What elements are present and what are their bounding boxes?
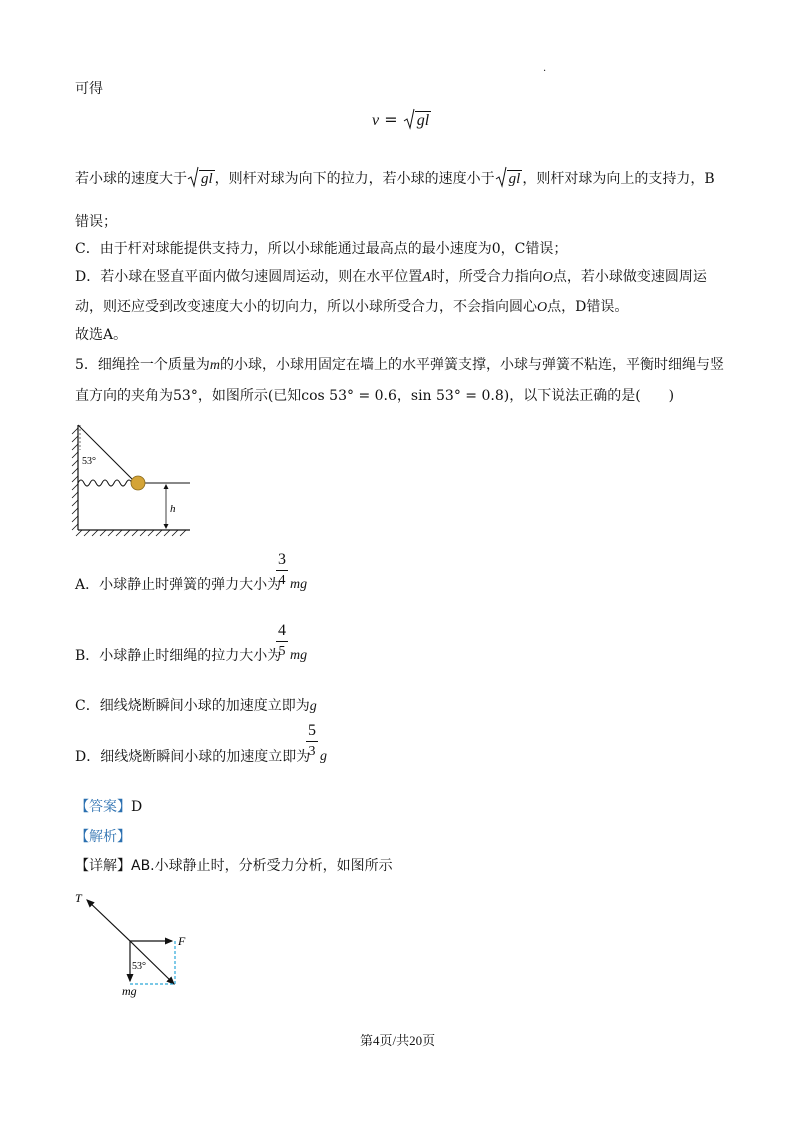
option-a-fraction [276,551,288,590]
answer-line [75,798,142,816]
var-m: m [209,358,221,373]
radicand-gl: gl [508,171,521,187]
force-diagram [70,888,200,1000]
numerator: 4 [278,622,286,639]
spring [78,480,132,486]
option-b: B．小球静止时细绳的拉力大小为 [75,648,282,664]
option-c [75,697,317,716]
answer-value: D [131,799,143,815]
radicand-gl: gl [201,171,213,187]
spring-ball-figure [68,420,198,538]
d1-a: D．若小球在竖直平面内做匀速圆周运动，则在水平位置 [75,269,423,285]
var-O: O [542,270,553,285]
denominator: 4 [278,573,286,588]
option-d-unit: g [320,749,327,764]
para1-c: ，则杆对球为向上的支持力，B [522,171,715,187]
var-A: A [422,270,431,285]
arrow-head-down [164,524,169,529]
arrow-head-up [164,484,169,489]
detail-line [75,857,393,875]
var-O: O [537,300,548,315]
denominator: 5 [278,644,286,659]
option-b-fraction [276,622,288,661]
angle-label: 53° [132,961,146,972]
option-a-unit: mg [290,577,308,592]
rope [78,425,136,483]
analysis-tag: 【解析】 [75,829,131,845]
line-option-d-explain-2 [75,298,628,317]
eq-sign: = [379,110,403,129]
var-v: v [372,112,380,129]
option-c-label: C．细线烧断瞬间小球的加速度立即为 [75,698,310,714]
question-5-line-2: 直方向的夹角为53°，如图所示(已知cos 53° = 0.6，sin 53° = 0.8)，以下说法正确的是( ) [75,388,675,404]
numerator: 5 [308,722,316,739]
option-c-unit: g [309,699,317,714]
angle-label: 53° [82,456,96,467]
d1-c: 点，若小球做变速圆周运 [552,269,707,285]
para1-b: ，则杆对球为向下的拉力，若小球的速度小于 [214,171,495,187]
d2-b: 点，D错误。 [547,299,629,315]
d2-a: 动，则还应受到改变速度大小的切向力，所以小球所受合力，不会指向圆心 [75,299,537,315]
d1-b: 时，所受合力指向 [430,269,543,285]
answer-tag: 【答案】 [75,799,131,815]
sqrt-icon [403,108,415,130]
tension-arrow [87,900,130,941]
fraction-bar [276,570,288,571]
para-speed-compare [75,166,715,188]
page-footer: 第4页/共20页 [360,1033,436,1048]
para1-a: 若小球的速度大于 [75,171,187,187]
radicand-gl: gl [416,112,430,129]
ground-hatching [76,530,186,536]
sqrt-icon [187,166,199,188]
detail-tag: 【详解】 [75,858,131,874]
fraction-bar [306,741,318,742]
tension-label: T [75,891,82,905]
q5-b: 的小球，小球用固定在墙上的水平弹簧支撑，小球与弹簧不粘连，平衡时细绳与竖 [220,357,725,373]
fraction-bar [276,641,288,642]
denominator: 3 [308,744,316,759]
conclusion-a: 故选A。 [75,327,128,343]
option-d-fraction [306,722,318,761]
option-a: A．小球静止时弹簧的弹力大小为 [75,577,282,593]
question-5-line-1 [75,356,724,375]
option-d: D．细线烧断瞬间小球的加速度立即为 [75,749,311,765]
formula-v [372,108,431,130]
line-option-c-explain: C．由于杆对球能提供支持力，所以小球能通过最高点的最小速度为0，C错误； [75,241,568,257]
spring-force-label: F [178,934,186,948]
option-b-unit: mg [290,648,308,663]
line-option-d-explain-1 [75,268,707,287]
wall-hatching [72,428,78,530]
detail-text: AB.小球静止时，分析受力分析，如图所示 [131,858,393,874]
q5-a: 5．细绳拴一个质量为 [75,357,210,373]
ball [131,476,145,490]
height-label: h [170,503,176,515]
text-kede: 可得 [75,81,103,97]
para1-continued: 错误； [75,214,117,230]
gravity-label: mg [122,984,137,998]
top-mark: . [543,63,547,74]
sqrt-icon [495,166,507,188]
numerator: 3 [278,551,286,568]
